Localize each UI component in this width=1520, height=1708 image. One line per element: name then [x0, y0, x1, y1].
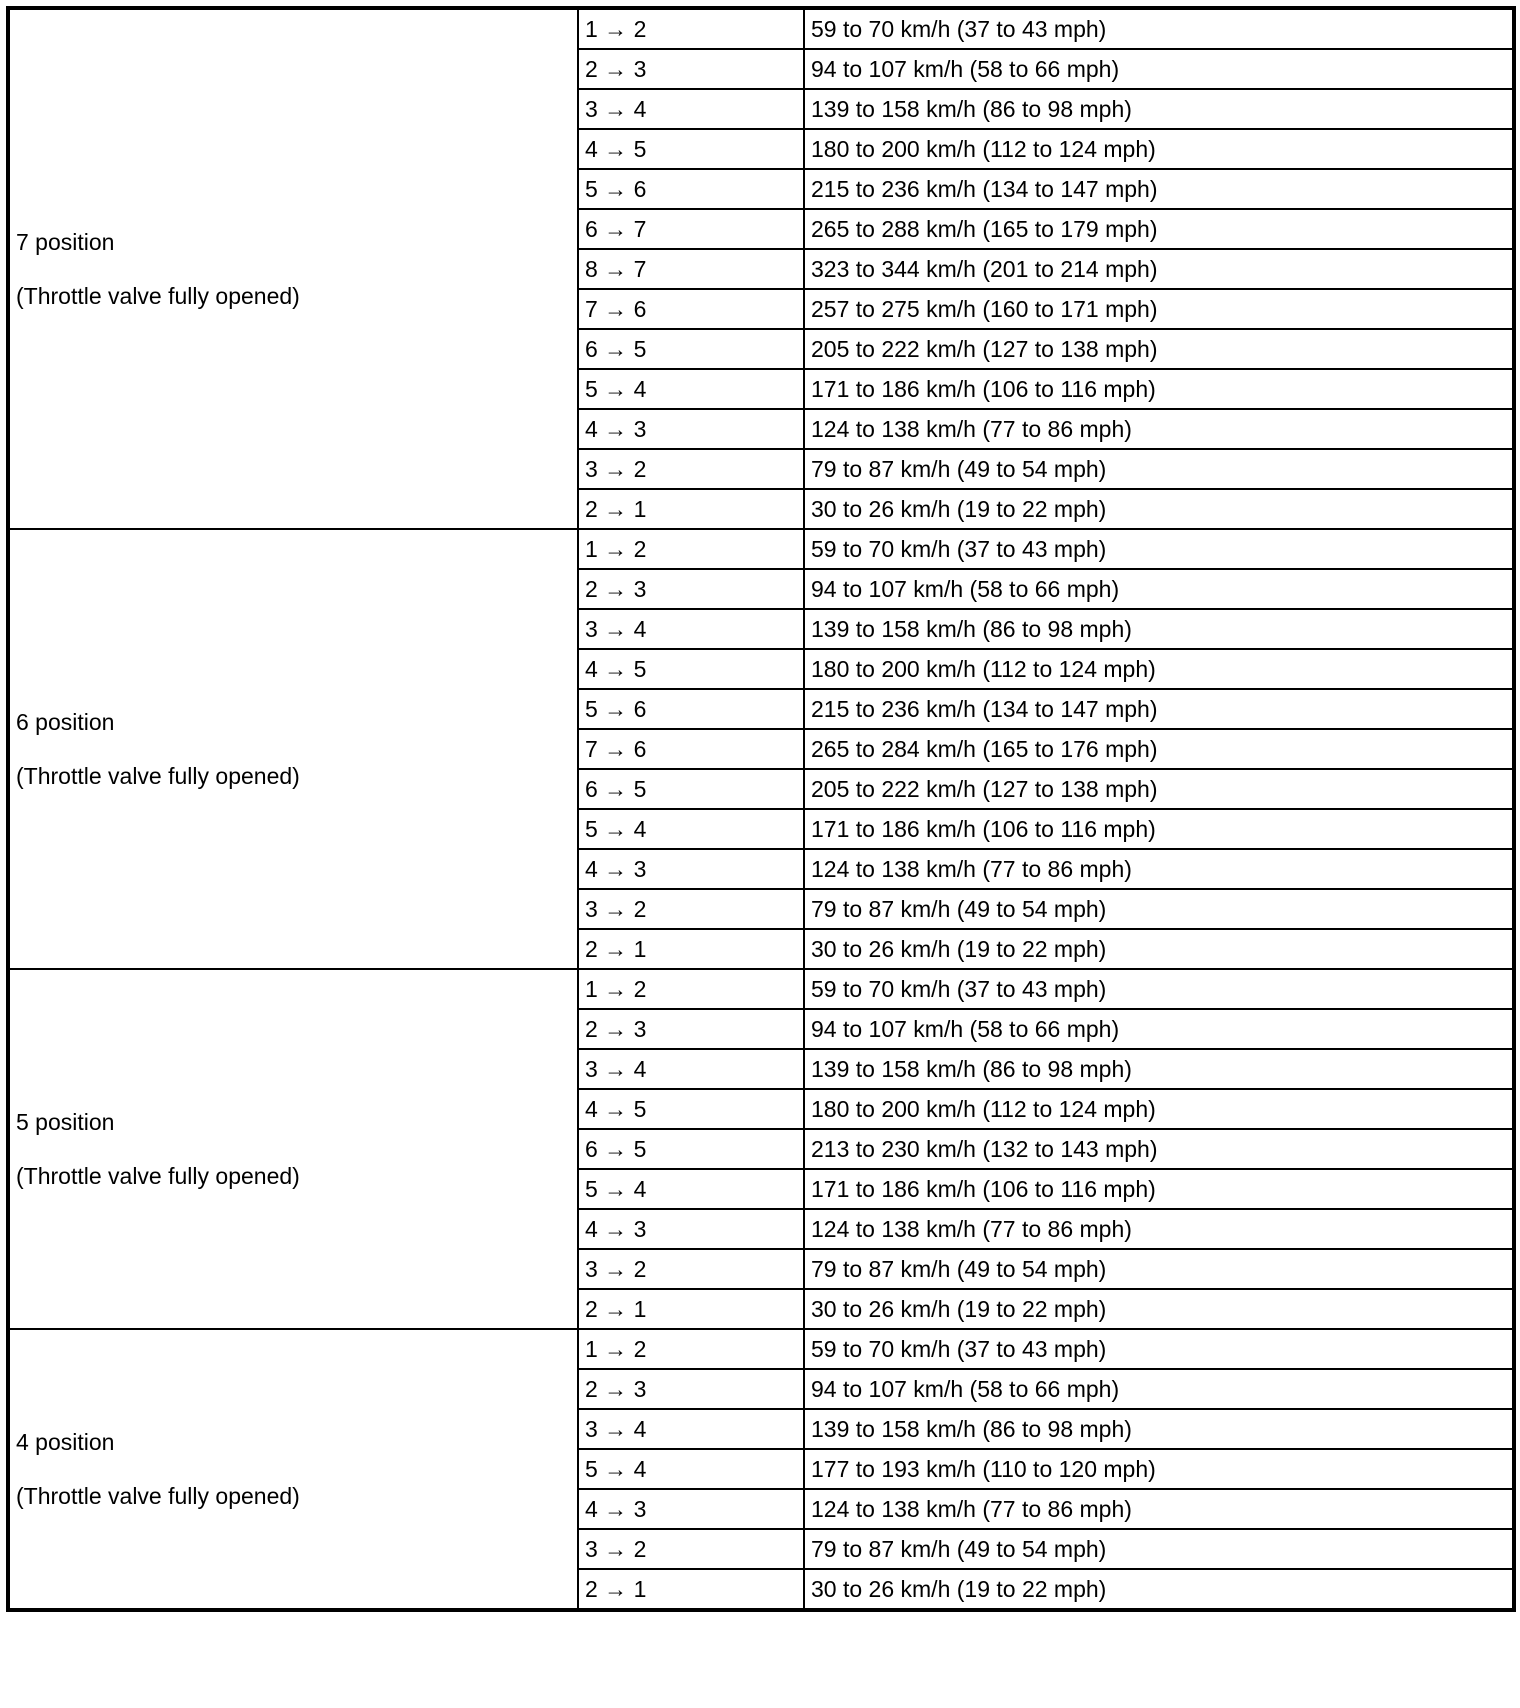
- speed-cell: 205 to 222 km/h (127 to 138 mph): [804, 769, 1514, 809]
- shift-cell: 3 → 4: [578, 1049, 804, 1089]
- speed-cell: 124 to 138 km/h (77 to 86 mph): [804, 409, 1514, 449]
- shift-cell: 6 → 5: [578, 329, 804, 369]
- shift-cell: 3 → 4: [578, 89, 804, 129]
- speed-cell: 215 to 236 km/h (134 to 147 mph): [804, 169, 1514, 209]
- shift-cell: 2 → 3: [578, 49, 804, 89]
- speed-cell: 94 to 107 km/h (58 to 66 mph): [804, 49, 1514, 89]
- speed-cell: 79 to 87 km/h (49 to 54 mph): [804, 1249, 1514, 1289]
- position-label: 7 position: [16, 229, 115, 255]
- position-note: (Throttle valve fully opened): [16, 763, 300, 789]
- speed-cell: 265 to 284 km/h (165 to 176 mph): [804, 729, 1514, 769]
- shift-cell: 1 → 2: [578, 1329, 804, 1369]
- shift-cell: 5 → 6: [578, 169, 804, 209]
- shift-cell: 3 → 4: [578, 609, 804, 649]
- speed-cell: 177 to 193 km/h (110 to 120 mph): [804, 1449, 1514, 1489]
- table-row: [8, 1329, 1514, 1369]
- position-note: (Throttle valve fully opened): [16, 283, 300, 309]
- shift-cell: 3 → 4: [578, 1409, 804, 1449]
- speed-cell: 171 to 186 km/h (106 to 116 mph): [804, 1169, 1514, 1209]
- speed-cell: 265 to 288 km/h (165 to 179 mph): [804, 209, 1514, 249]
- shift-cell: 3 → 2: [578, 1529, 804, 1569]
- speed-cell: 139 to 158 km/h (86 to 98 mph): [804, 89, 1514, 129]
- shift-cell: 5 → 4: [578, 809, 804, 849]
- shift-cell: 4 → 3: [578, 849, 804, 889]
- shift-cell: 2 → 3: [578, 1369, 804, 1409]
- shift-cell: 5 → 6: [578, 689, 804, 729]
- shift-cell: 7 → 6: [578, 289, 804, 329]
- shift-cell: 2 → 3: [578, 569, 804, 609]
- position-note: (Throttle valve fully opened): [16, 1483, 300, 1509]
- speed-cell: 59 to 70 km/h (37 to 43 mph): [804, 969, 1514, 1009]
- shift-cell: 4 → 5: [578, 1089, 804, 1129]
- speed-cell: 94 to 107 km/h (58 to 66 mph): [804, 1369, 1514, 1409]
- speed-cell: 124 to 138 km/h (77 to 86 mph): [804, 849, 1514, 889]
- position-cell: [8, 969, 578, 1329]
- shift-speed-table: [6, 6, 1516, 1612]
- shift-cell: 5 → 4: [578, 1449, 804, 1489]
- shift-cell: 5 → 4: [578, 369, 804, 409]
- speed-cell: 30 to 26 km/h (19 to 22 mph): [804, 929, 1514, 969]
- speed-cell: 79 to 87 km/h (49 to 54 mph): [804, 449, 1514, 489]
- speed-cell: 257 to 275 km/h (160 to 171 mph): [804, 289, 1514, 329]
- shift-cell: 1 → 2: [578, 8, 804, 49]
- speed-cell: 323 to 344 km/h (201 to 214 mph): [804, 249, 1514, 289]
- shift-cell: 3 → 2: [578, 1249, 804, 1289]
- shift-cell: 7 → 6: [578, 729, 804, 769]
- speed-cell: 124 to 138 km/h (77 to 86 mph): [804, 1489, 1514, 1529]
- speed-cell: 59 to 70 km/h (37 to 43 mph): [804, 8, 1514, 49]
- shift-cell: 4 → 5: [578, 649, 804, 689]
- shift-cell: 3 → 2: [578, 449, 804, 489]
- shift-cell: 5 → 4: [578, 1169, 804, 1209]
- speed-cell: 215 to 236 km/h (134 to 147 mph): [804, 689, 1514, 729]
- table-body: [8, 8, 1514, 1610]
- speed-cell: 171 to 186 km/h (106 to 116 mph): [804, 809, 1514, 849]
- table-row: [8, 969, 1514, 1009]
- speed-cell: 205 to 222 km/h (127 to 138 mph): [804, 329, 1514, 369]
- speed-cell: 180 to 200 km/h (112 to 124 mph): [804, 129, 1514, 169]
- speed-cell: 30 to 26 km/h (19 to 22 mph): [804, 489, 1514, 529]
- shift-cell: 4 → 5: [578, 129, 804, 169]
- speed-cell: 171 to 186 km/h (106 to 116 mph): [804, 369, 1514, 409]
- table-row: [8, 8, 1514, 49]
- shift-cell: 1 → 2: [578, 529, 804, 569]
- shift-cell: 8 → 7: [578, 249, 804, 289]
- speed-cell: 139 to 158 km/h (86 to 98 mph): [804, 609, 1514, 649]
- speed-cell: 30 to 26 km/h (19 to 22 mph): [804, 1569, 1514, 1610]
- position-label: 6 position: [16, 709, 115, 735]
- speed-cell: 180 to 200 km/h (112 to 124 mph): [804, 649, 1514, 689]
- shift-cell: 3 → 2: [578, 889, 804, 929]
- shift-cell: 4 → 3: [578, 1209, 804, 1249]
- position-note: (Throttle valve fully opened): [16, 1163, 300, 1189]
- speed-cell: 79 to 87 km/h (49 to 54 mph): [804, 1529, 1514, 1569]
- speed-cell: 59 to 70 km/h (37 to 43 mph): [804, 529, 1514, 569]
- shift-cell: 1 → 2: [578, 969, 804, 1009]
- speed-cell: 30 to 26 km/h (19 to 22 mph): [804, 1289, 1514, 1329]
- position-label: 4 position: [16, 1429, 115, 1455]
- speed-cell: 180 to 200 km/h (112 to 124 mph): [804, 1089, 1514, 1129]
- position-cell: [8, 529, 578, 969]
- speed-cell: 94 to 107 km/h (58 to 66 mph): [804, 569, 1514, 609]
- shift-cell: 2 → 1: [578, 929, 804, 969]
- shift-cell: 2 → 3: [578, 1009, 804, 1049]
- speed-cell: 79 to 87 km/h (49 to 54 mph): [804, 889, 1514, 929]
- speed-cell: 139 to 158 km/h (86 to 98 mph): [804, 1409, 1514, 1449]
- shift-cell: 6 → 5: [578, 1129, 804, 1169]
- speed-cell: 124 to 138 km/h (77 to 86 mph): [804, 1209, 1514, 1249]
- shift-cell: 6 → 7: [578, 209, 804, 249]
- shift-cell: 2 → 1: [578, 1569, 804, 1610]
- speed-cell: 213 to 230 km/h (132 to 143 mph): [804, 1129, 1514, 1169]
- position-label: 5 position: [16, 1109, 115, 1135]
- position-cell: [8, 8, 578, 529]
- shift-cell: 2 → 1: [578, 489, 804, 529]
- shift-cell: 4 → 3: [578, 1489, 804, 1529]
- speed-cell: 139 to 158 km/h (86 to 98 mph): [804, 1049, 1514, 1089]
- shift-cell: 6 → 5: [578, 769, 804, 809]
- shift-cell: 4 → 3: [578, 409, 804, 449]
- speed-cell: 94 to 107 km/h (58 to 66 mph): [804, 1009, 1514, 1049]
- speed-cell: 59 to 70 km/h (37 to 43 mph): [804, 1329, 1514, 1369]
- table-row: [8, 529, 1514, 569]
- shift-cell: 2 → 1: [578, 1289, 804, 1329]
- position-cell: [8, 1329, 578, 1610]
